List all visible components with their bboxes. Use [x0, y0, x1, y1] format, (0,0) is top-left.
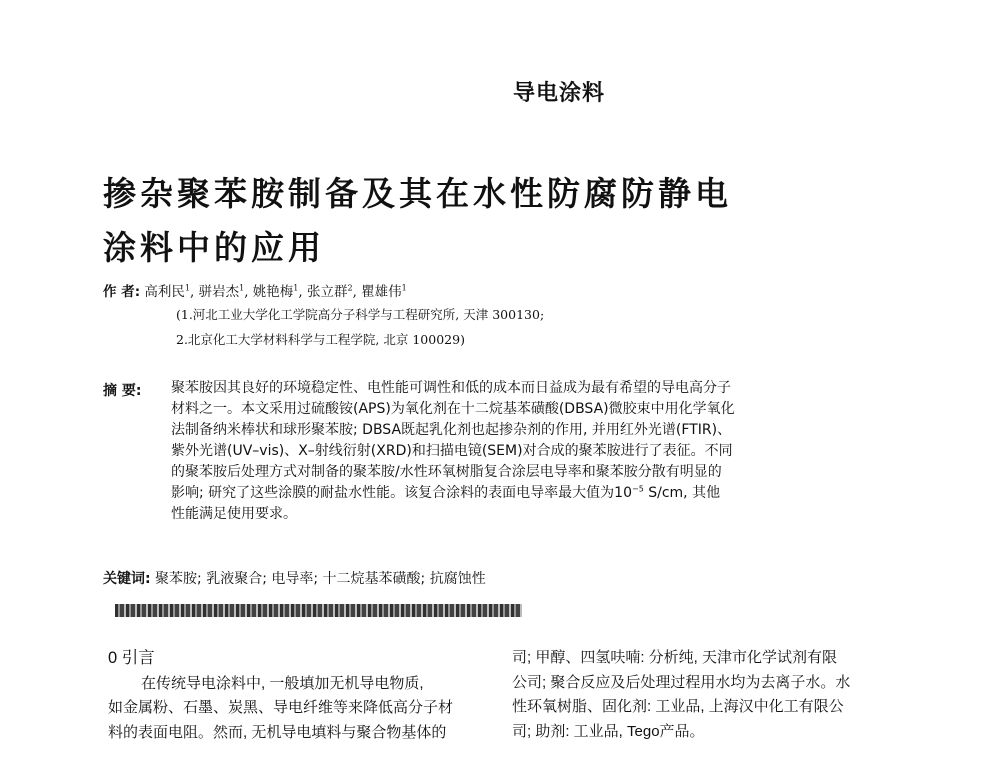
authors-label: 作 者:	[103, 284, 141, 300]
author-affiliation-mark: 1	[239, 283, 245, 293]
keywords-text: 聚苯胺; 乳液聚合; 电导率; 十二烷基苯磺酸; 抗腐蚀性	[150, 571, 486, 587]
affiliation-1: (1.河北工业大学化工学院高分子科学与工程研究所, 天津 300130;	[176, 307, 545, 322]
keywords-label: 关键词:	[103, 571, 151, 587]
affiliation-2: 2.北京化工大学材料科学与工程学院, 北京 100029)	[176, 332, 465, 347]
abstract-line: 聚苯胺因其良好的环境稳定性、电性能可调性和低的成本而日益成为最有希望的导电高分子	[171, 380, 731, 396]
author: 骈岩杰	[198, 284, 240, 300]
body-line: 料的表面电阻。然而, 无机导电填料与聚合物基体的	[108, 723, 447, 741]
paper-title-line-2: 涂料中的应用	[103, 228, 325, 267]
keywords	[103, 568, 486, 588]
authors-line: 作 者: 高利民$^1$, 骈岩杰$^1$, 姚艳梅$^1$, 张立群$^2$, 瞿雄伟$^1$	[103, 283, 407, 300]
abstract-line: 紫外光谱(UV–vis)、X–射线衍射(XRD)和扫描电镜(SEM)对合成的聚苯胺进行了表征。不同	[171, 443, 733, 459]
author: 瞿雄伟	[361, 284, 402, 300]
author-affiliation-mark: 1	[184, 283, 190, 293]
author: 姚艳梅	[252, 284, 294, 300]
author: 张立群	[306, 284, 348, 300]
abstract-line: 材料之一。本文采用过硫酸铵(APS)为氧化剂在十二烷基苯磺酸(DBSA)微胶束中用化学氧化	[171, 401, 735, 417]
body-line: 如金属粉、石墨、炭黑、导电纤维等来降低高分子材	[108, 699, 454, 716]
abstract-body	[171, 378, 801, 525]
abstract-line: 性能满足使用要求。	[171, 506, 297, 522]
section-header: 导电涂料	[513, 81, 606, 106]
section-heading: 0 引言	[108, 649, 155, 667]
body-right-column	[512, 646, 892, 744]
abstract-line-tail: S/cm, 其他	[643, 485, 721, 501]
scan-divider-bar	[115, 604, 522, 617]
abstract-line: 的聚苯胺后处理方式对制备的聚苯胺/水性环氧树脂复合涂层电导率和聚苯胺分散有明显的	[171, 464, 722, 480]
author-affiliation-mark: 1	[293, 283, 299, 293]
author: 高利民	[144, 284, 185, 300]
author-affiliation-mark: 1	[401, 283, 407, 293]
paper-title-line-1: 掺杂聚苯胺制备及其在水性防腐防静电	[103, 174, 732, 213]
body-line: 司; 甲醇、四氢呋喃: 分析纯, 天津市化学试剂有限	[512, 649, 838, 666]
abstract-line: 法制备纳米棒状和球形聚苯胺; DBSA既起乳化剂也起掺杂剂的作用, 并用红外光谱(FTIR)、	[171, 422, 732, 438]
abstract-label: 摘 要:	[103, 383, 142, 399]
abstract-line-text: 影响; 研究了这些涂膜的耐盐水性能。该复合涂料的表面电导率最大值为10	[171, 485, 632, 501]
body-line: 公司; 聚合反应及后处理过程用水均为去离子水。水	[512, 673, 851, 691]
abstract-line	[171, 483, 801, 504]
abstract-exponent: −5	[631, 484, 644, 494]
body-line: 司; 助剂: 工业品, Tego产品。	[512, 722, 705, 740]
body-line: 性环氧树脂、固化剂: 工业品, 上海汉中化工有限公	[512, 698, 844, 715]
body-left-column	[108, 646, 483, 745]
author-affiliation-mark: 2	[347, 283, 353, 293]
body-line: 在传统导电涂料中, 一般填加无机导电物质,	[141, 674, 424, 692]
